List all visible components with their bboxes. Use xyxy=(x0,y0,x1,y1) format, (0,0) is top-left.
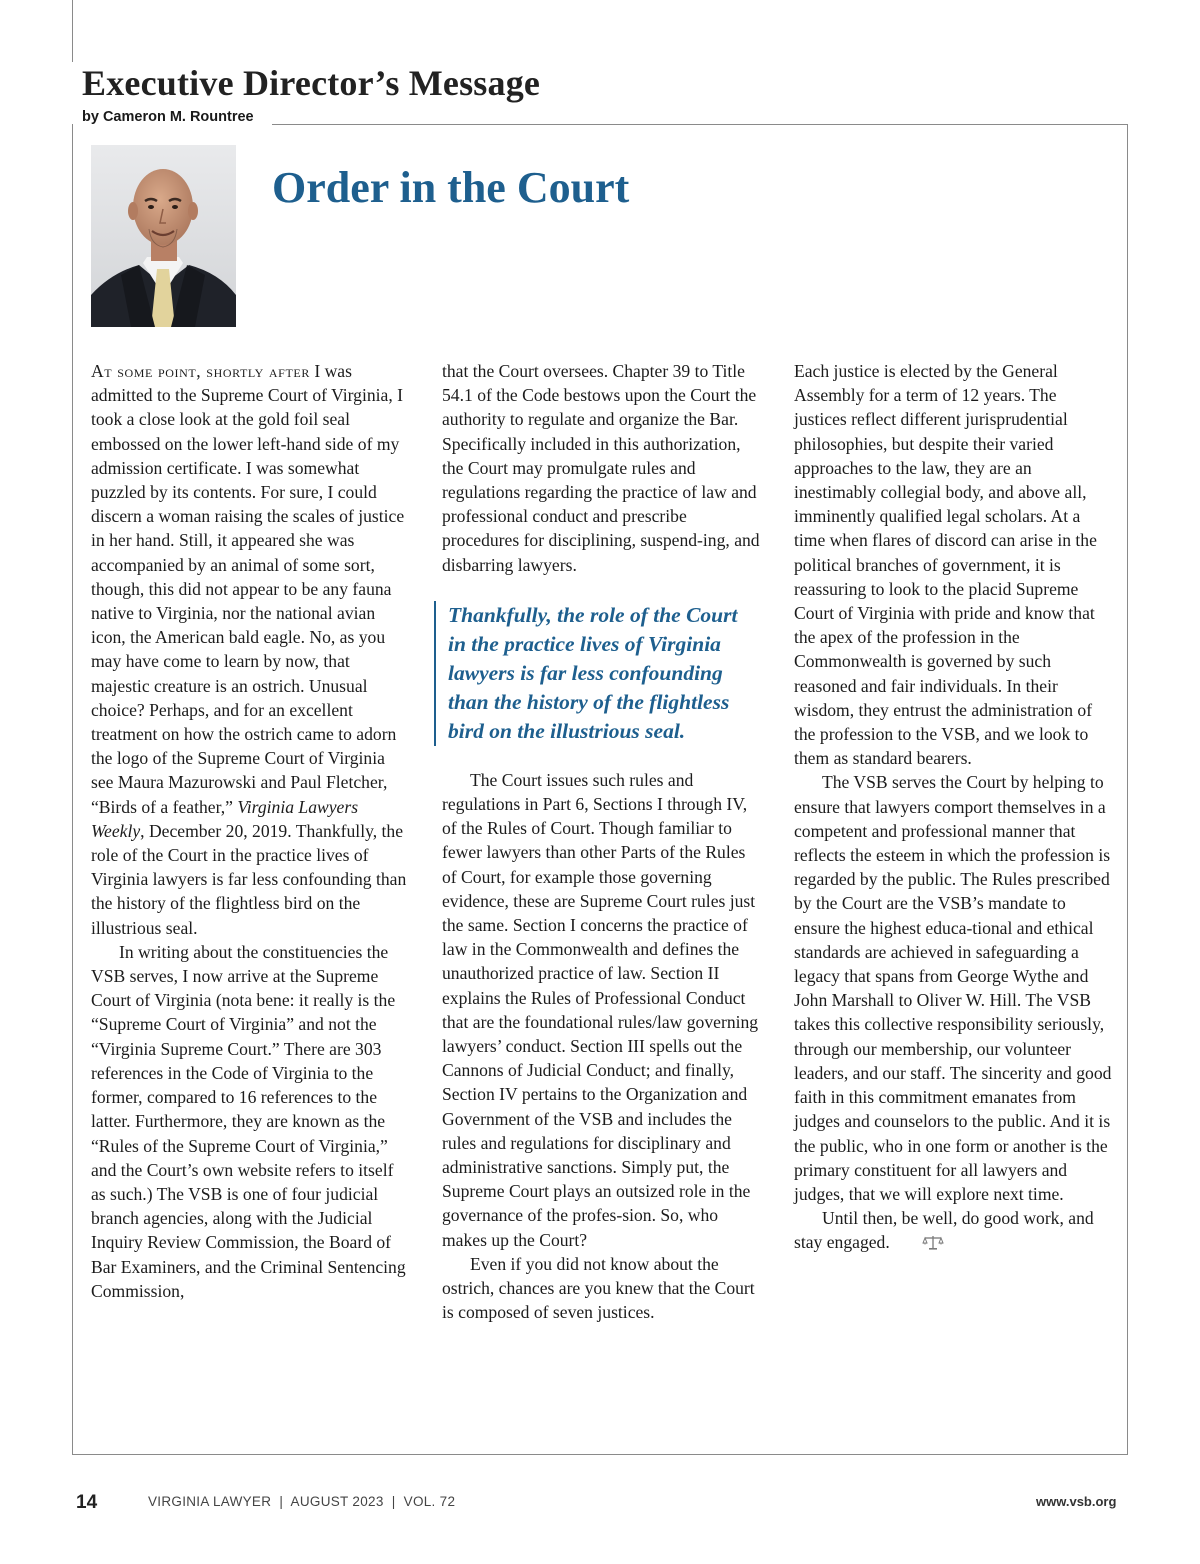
paragraph-text: , December 20, 2019. Thankfully, the role of the Court in the practice lives of Virginia lawyers is far less confounding than the history of the flightless bird on the illustrious seal. xyxy=(91,820,407,938)
closing-text: Until then, be well, do good work, and stay engaged. xyxy=(794,1208,1094,1253)
article-column-1 xyxy=(91,359,409,1303)
paragraph xyxy=(91,359,409,940)
article-column-3 xyxy=(794,359,1112,1257)
paragraph xyxy=(794,1206,1112,1256)
paragraph: Even if you did not know about the ostrich, chances are you knew that the Court is composed of seven justices. xyxy=(442,1253,755,1323)
author-photo-illustration xyxy=(91,145,236,327)
article-frame-top-rule xyxy=(272,124,1128,125)
byline: by Cameron M. Rountree xyxy=(82,109,254,125)
paragraph: The Court issues such rules and regulations in Part 6, Sections I through IV, of the Rules of Court. Though familiar to fewer lawyers than other Parts of the Rules of Court, for example those governing evidence, these are Supreme Court rules just the same. Section I concerns the practice of law in the Commonwealth and defines the unauthorized practice of law. Section II explains the Rules of Professional Conduct that are the foundational rules/law governing lawyers’ conduct. Section III spells out the Cannons of Judicial Conduct; and finally, Section IV pertains to the Organization and Government of the VSB and includes the rules and regulations for disciplinary and administrative sanctions. Simply put, the Supreme Court plays an outsized role in the governance of the profes-sion. So, who makes up the Court? xyxy=(442,769,759,1250)
lead-in-small-caps: At some point, shortly after xyxy=(91,361,310,381)
publication-info: VIRGINIA LAWYER | AUGUST 2023 | VOL. 72 xyxy=(148,1494,456,1509)
section-title: Executive Director’s Message xyxy=(82,63,541,103)
author-portrait xyxy=(91,145,236,327)
publication-title: Virginia Lawyers Weekly xyxy=(91,796,359,841)
pull-quote: Thankfully, the role of the Court in the practice lives of Virginia lawyers is far less confounding than the history of the flightless bird on the illustrious seal. xyxy=(434,601,760,746)
paragraph: In writing about the constituencies the VSB serves, I now arrive at the Supreme Court of Virginia (nota bene: it really is the “Supreme Court of Virginia” and not the “Virginia Supreme Court.” There are 303 references in the Code of Virginia to the former, compared to 16 references to the latter. Furthermore, they are known as the “Rules of the Supreme Court of Virginia,” and the Court’s own website refers to itself as such.) The VSB is one of four judicial branch agencies, along with the Judicial Inquiry Review Commission, the Board of Bar Examiners, and the Criminal Sentencing Commission, xyxy=(91,941,406,1301)
top-margin-rule xyxy=(72,0,73,62)
paragraph: The VSB serves the Court by helping to ensure that lawyers comport themselves in a competent and professional manner that reflects the esteem in which the profession is regarded by the public. The Rules prescribed by the Court are the VSB’s mandate to ensure the highest educa-tional and ethical standards are achieved in safeguarding a legacy that spans from George Wythe and John Marshall to Oliver W. Hill. The VSB takes this collective responsibility seriously, through our membership, our volunteer leaders, and our staff. The sincerity and good faith in this commitment emanates from judges and counselors to the public. And it is the public, who in one form or another is the primary constituent for all lawyers and judges, that we will explore next time. xyxy=(794,772,1112,1204)
scales-of-justice-icon xyxy=(894,1232,944,1256)
paragraph-text: I was admitted to the Supreme Court of Virginia, I took a close look at the gold foil seal embossed on the lower left-hand side of my admission certificate. I was somewhat puzzled by its contents. For sure, I could discern a woman raising the scales of justice in her hand. Still, it appeared she was accompanied by an animal of some sort, though, this did not appear to be any fauna native to Virginia, nor the national avian icon, the American bald eagle. No, as you may have come to learn by now, that majestic creature is an ostrich. Unusual choice? Perhaps, and for an excellent treatment on how the ostrich came to adorn the logo of the Supreme Court of Virginia see Maura Mazurowski and Paul Fletcher, “Birds of a feather,” xyxy=(91,361,405,817)
page-number: 14 xyxy=(76,1492,98,1513)
paragraph: Each justice is elected by the General Assembly for a term of 12 years. The justices reflect different jurisprudential philosophies, but despite their varied approaches to the law, they are an inestimably collegial body, and above all, imminently qualified legal scholars. At a time when flares of discord can arise in the political branches of government, it is reassuring to look to the placid Supreme Court of Virginia with pride and know that the apex of the profession in the Commonwealth is governed by such reasoned and fair individuals. In their wisdom, they entrust the administration of the profession to the VSB, and we look to them as standard bearers. xyxy=(794,361,1097,769)
paragraph: that the Court oversees. Chapter 39 to Title 54.1 of the Code bestows upon the Court the authority to regulate and organize the Bar. Specifically included in this authorization, the Court may promulgate rules and regulations regarding the practice of law and professional conduct and prescribe procedures for disciplining, suspend-ing, and disbarring lawyers. xyxy=(442,361,760,575)
article-headline: Order in the Court xyxy=(272,163,630,212)
article-column-2 xyxy=(442,359,760,1325)
website-link[interactable]: www.vsb.org xyxy=(1036,1494,1117,1509)
